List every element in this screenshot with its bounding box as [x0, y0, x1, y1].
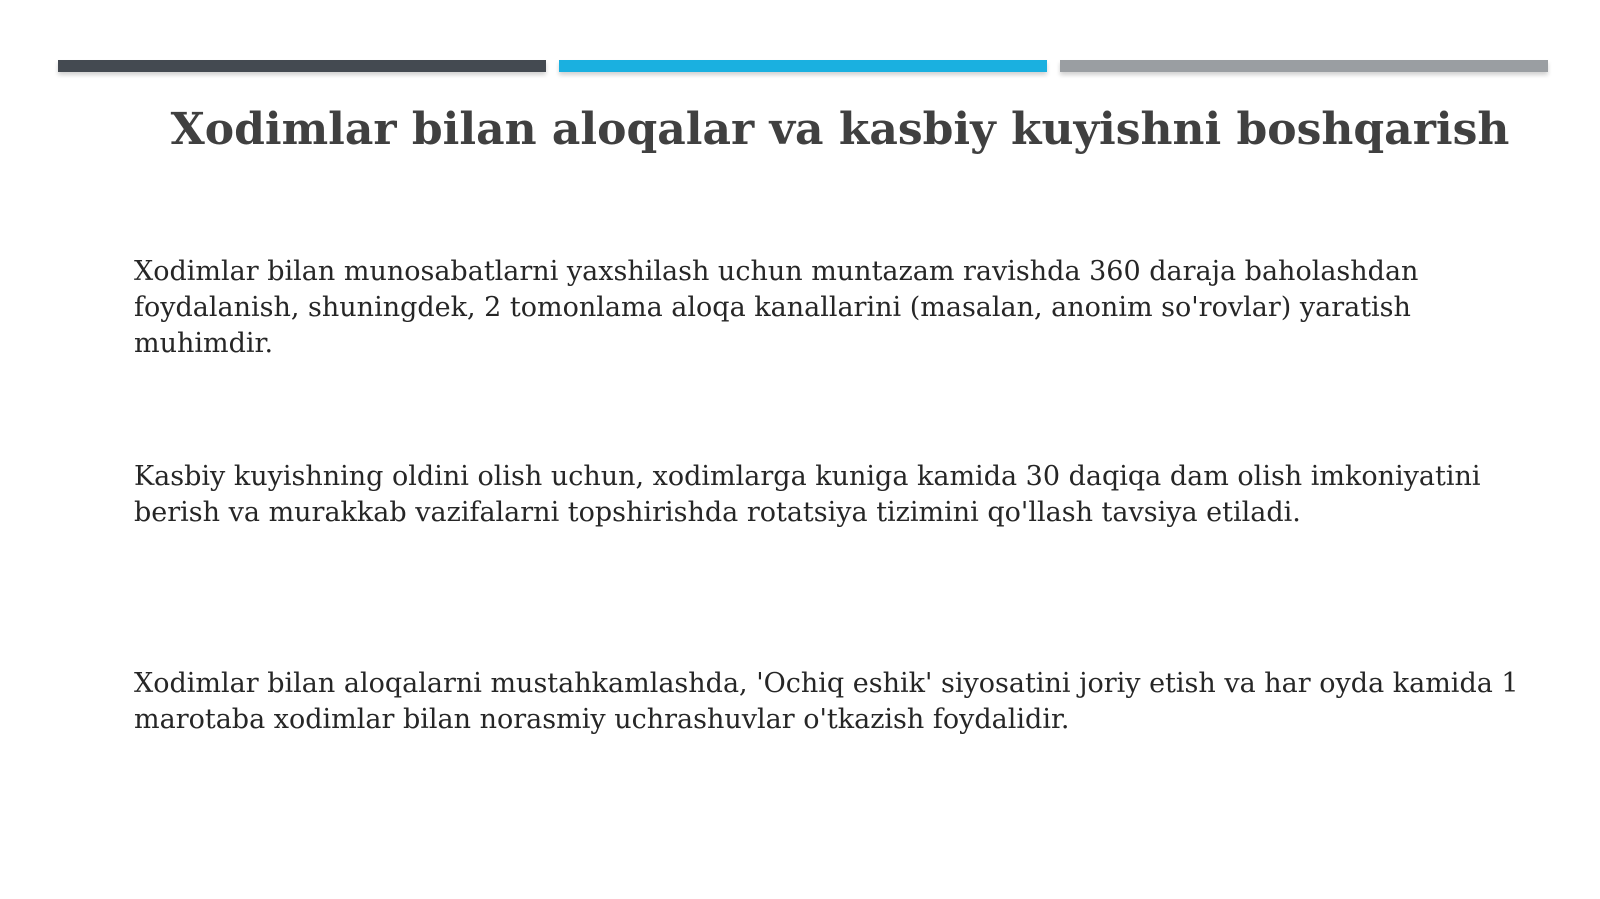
body-paragraph-3: Xodimlar bilan aloqalarni mustahkamlashda, 'Ochiq eshik' siyosatini joriy etish va har oyda kamida 1 marotaba xodimlar bilan norasmiy uchrashuvlar o'tkazish foydalidir.: [134, 668, 1519, 735]
slide-title: Xodimlar bilan aloqalar va kasbiy kuyishni boshqarish: [170, 104, 1510, 155]
header-accent-bar-gray: [1060, 60, 1548, 72]
header-accent-bar-dark: [58, 60, 546, 72]
header-accent-bar-blue: [559, 60, 1047, 72]
body-paragraph-2: Kasbiy kuyishning oldini olish uchun, xodimlarga kuniga kamida 30 daqiqa dam olish imkoniyatini berish va murakkab vazifalarni topshirishda rotatsiya tizimini qo'llash tavsiya etiladi.: [134, 461, 1481, 528]
body-paragraph-1: Xodimlar bilan munosabatlarni yaxshilash uchun muntazam ravishda 360 daraja baholashdan foydalanish, shuningdek, 2 tomonlama aloqa kanallarini (masalan, anonim so'rovlar) yaratish muhimdir.: [134, 256, 1419, 359]
